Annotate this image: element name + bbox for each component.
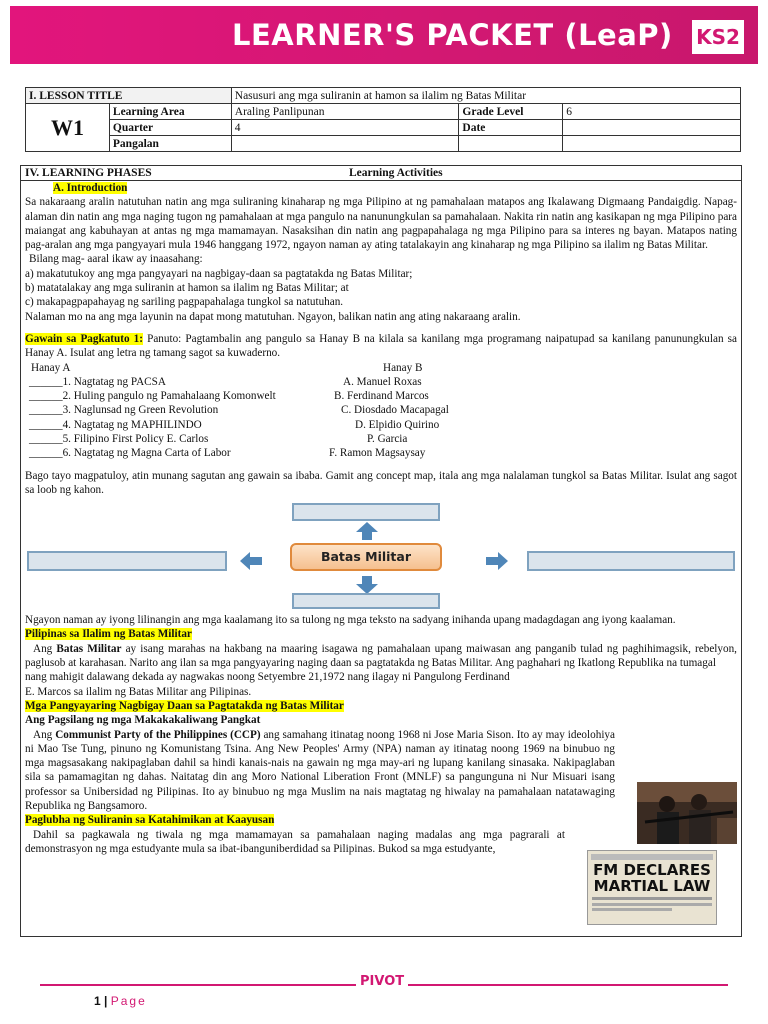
text-fragment: ay isang marahas na hakbang na maaring isagawa ng pamahalaan upang maiwasan ang panganib tulad ng paghihimagsik, rebelyon, paglusob at karahasan. Narito ang ilan sa mga pangyayaring naging daan sa pagtatakda ng Batas Militar. Ang paghahari ng Ikatlong Republika na tumagal (25, 642, 737, 670)
item-a-1: ______1. Nagtatag ng PACSA (29, 375, 166, 388)
concept-map (25, 497, 737, 607)
newspaper-headline-2: MARTIAL LAW (593, 877, 711, 895)
empty-cell (459, 136, 563, 152)
learning-area-label: Learning Area (109, 104, 231, 120)
pangalan-label: Pangalan (109, 136, 231, 152)
item-b-e: P. Garcia (367, 433, 408, 446)
gawain-text: Panuto: Pagtambalin ang pangulo sa Hanay B na kilala sa kanilang mga programang naipatupad sa kanilang panunungkulan sa Hanay A. Isulat ang letra ng tamang sagot sa kuwaderno. (25, 332, 737, 360)
item-b-d: D. Elpidio Quirino (355, 418, 440, 431)
page-number: 1 | Page (94, 994, 147, 1008)
item-a-5: ______5. Filipino First Policy E. Carlos (29, 433, 209, 446)
ks-badge: KS2 (692, 20, 744, 54)
text-fragment: Ang (33, 642, 57, 655)
item-b-f: F. Ramon Magsaysay (329, 447, 426, 460)
arrow-right-icon (485, 551, 509, 571)
item-b-b: B. Ferdinand Marcos (334, 390, 429, 403)
lesson-title-value: Nasusuri ang mga suliranin at hamon sa ilalim ng Batas Militar (231, 88, 740, 104)
objectives-lead: Bilang mag- aaral ikaw ay inaasahang: (29, 253, 203, 266)
packet-title: LEARNER'S PACKET (LeaP) (232, 18, 673, 52)
arrow-up-icon (355, 521, 379, 541)
phases-content (21, 181, 741, 856)
concept-map-instruction: Bago tayo magpatuloy, atin munang sagutan ang gawain sa ibaba. Gamit ang concept map, itala ang mga nalalaman tungkol sa Batas Militar. Isulat ang sagot sa loob ng kahon. (25, 469, 737, 496)
page-number-value: 1 (94, 994, 101, 1008)
martial-law-newspaper (587, 850, 717, 925)
lesson-info-table (25, 87, 741, 152)
date-value[interactable] (563, 120, 741, 136)
concept-box-top[interactable] (292, 503, 440, 521)
objective-b: b) matatalakay ang mga suliranin at hamon sa ilalim ng Batas Militar; at (25, 282, 349, 295)
pangkat-paragraph (25, 728, 615, 814)
hanay-a-label: Hanay A (31, 361, 71, 374)
intro-heading: A. Introduction (53, 182, 128, 194)
page-word: Page (110, 994, 147, 1008)
section-pangkat-subtitle: Ang Pagsilang ng mga Makakakaliwang Pangkat (25, 714, 261, 727)
item-b-a: A. Manuel Roxas (343, 375, 422, 388)
text-fragment: ang samahang itinatag noong 1968 ni Jose Maria Sison. Ito ay may ideolohiya ni Mao Tse Tung, pinuno ng Komunistang Tsina. Ang New Peoples' Army (NPA) naman ay itinatag noong 1969 na binubuo ng mga magsasakang nakipaglaban dahil sa hindi kanais-nais na gawain ng mga may-ari ng lupang kanilang sinasaka. Nakipaglaban sila sa pamamagitan ng dahas. Naitatag din ang Moro National Liberation Front (MNLF) sa pangunguna ni Nur Misuari isang professor sa Unibersidad ng Pilipinas. Ito ay binubuo ng mga Muslim na nais magtatag ng hiwalay na pamahalaan natatawaging Republika ng Bangsamoro. (25, 728, 615, 813)
pangalan-value[interactable] (231, 136, 459, 152)
learning-area-value: Araling Panlipunan (231, 104, 459, 120)
item-b-c: C. Diosdado Macapagal (341, 404, 449, 417)
section-pilipinas-title: Pilipinas sa Ilalim ng Batas Militar (25, 628, 192, 641)
phases-header (21, 166, 741, 181)
text-fragment: Ang (33, 728, 56, 741)
date-label: Date (459, 120, 563, 136)
suliranin-paragraph: Dahil sa pagkawala ng tiwala ng mga mamamayan sa pamahalaan naging madalas ang mga pagrarali at demonstrasyon ng mga estudyante mula sa ibat-ibanguniberdidad sa Pilipinas. Bukod sa mga estudyante, (25, 828, 565, 855)
batas-militar-line-2: nang mahigit dalawang dekada ay nagwakas noong Setyembre 21,1972 nang ilagay ni Pangulong Ferdinand (25, 671, 510, 684)
item-a-6: ______6. Nagtatag ng Magna Carta of Labor (29, 447, 231, 460)
phases-label: IV. LEARNING PHASES (25, 167, 152, 179)
lesson-title-label: I. LESSON TITLE (26, 88, 232, 104)
arrow-down-icon (355, 575, 379, 595)
section-pangyayari-title: Mga Pangyayaring Nagbigay Daan sa Pagtatakda ng Batas Militar (25, 699, 344, 712)
pivot-logo: PIVOT (356, 974, 408, 989)
empty-cell (563, 136, 741, 152)
learning-phases-box (20, 165, 742, 937)
grade-level-label: Grade Level (459, 104, 563, 120)
activities-label: Learning Activities (349, 167, 443, 179)
intro-paragraph: Sa nakaraang aralin natutuhan natin ang mga suliraning kinaharap ng mga Pilipino at ng pamahalaan matapos ang Ikalawang Digmaang Pandaigdig. Napag-alaman din natin ang mga naging tugon ng pamahalaan at mga pangulo na nanunungkulan sa pamahalaan. Nakita rin natin ang kasikapan ng mga Pilipino para maiangat ang kabuhayan at antas ng mga mamamayan. Nasaksihan din natin ang pagpapahalaga ng mga Pilipino para sa interes ng bayan. Matapos nating pag-aralan ang mga pangyayari mula 1946 hanggang 1972, ngayon naman ay ating tatalakayin ang kinaharap ng mga Pilipino sa ilalim ng Batas Militar. (25, 196, 737, 252)
section-suliranin-title: Paglubha ng Suliranin sa Katahimikan at Kaayusan (25, 814, 275, 827)
matching-exercise (25, 361, 737, 461)
batas-militar-line-3: E. Marcos sa ilalim ng Batas Militar ang Pilipinas. (25, 685, 252, 698)
grade-level-value: 6 (563, 104, 741, 120)
gawain-instruction (25, 332, 737, 361)
concept-center-box: Batas Militar (290, 543, 442, 571)
concept-box-left[interactable] (27, 551, 227, 571)
item-a-2: ______2. Huling pangulo ng Pamahalaang Komonwelt (29, 390, 276, 403)
quarter-label: Quarter (109, 120, 231, 136)
item-a-4: ______4. Nagtatag ng MAPHILINDO (29, 418, 202, 431)
gawain-label: Gawain sa Pagkatuto 1: (25, 332, 143, 345)
quarter-value: 4 (231, 120, 459, 136)
newspaper-headline-1: FM DECLARES (593, 861, 711, 879)
intro-closing: Nalaman mo na ang mga layunin na dapat mong matutuhan. Ngayon, balikan natin ang ating nakaraang aralin. (25, 310, 521, 323)
item-a-3: ______3. Naglunsad ng Green Revolution (29, 404, 219, 417)
ccp-term: Communist Party of the Philippines (CCP) (55, 728, 261, 741)
week-label: W1 (26, 104, 110, 152)
batas-militar-paragraph (25, 642, 737, 671)
deepen-paragraph: Ngayon naman ay iyong lilinangin ang mga kaalamang ito sa tulong ng mga teksto na sadyang inihanda upang madagdagan ang iyong kaalaman. (25, 614, 676, 627)
arrow-left-icon (239, 551, 263, 571)
batas-militar-term: Batas Militar (56, 642, 122, 655)
concept-box-bottom[interactable] (292, 593, 440, 609)
header-banner (10, 6, 758, 64)
concept-box-right[interactable] (527, 551, 735, 571)
hanay-b-label: Hanay B (383, 361, 423, 374)
rebels-photo (637, 782, 737, 844)
objective-a: a) makatutukoy ang mga pangyayari na nagbigay-daan sa pagtatakda ng Batas Militar; (25, 267, 413, 280)
objective-c: c) makapagpapahayag ng sariling pagpapahalaga tungkol sa natutuhan. (25, 296, 344, 309)
